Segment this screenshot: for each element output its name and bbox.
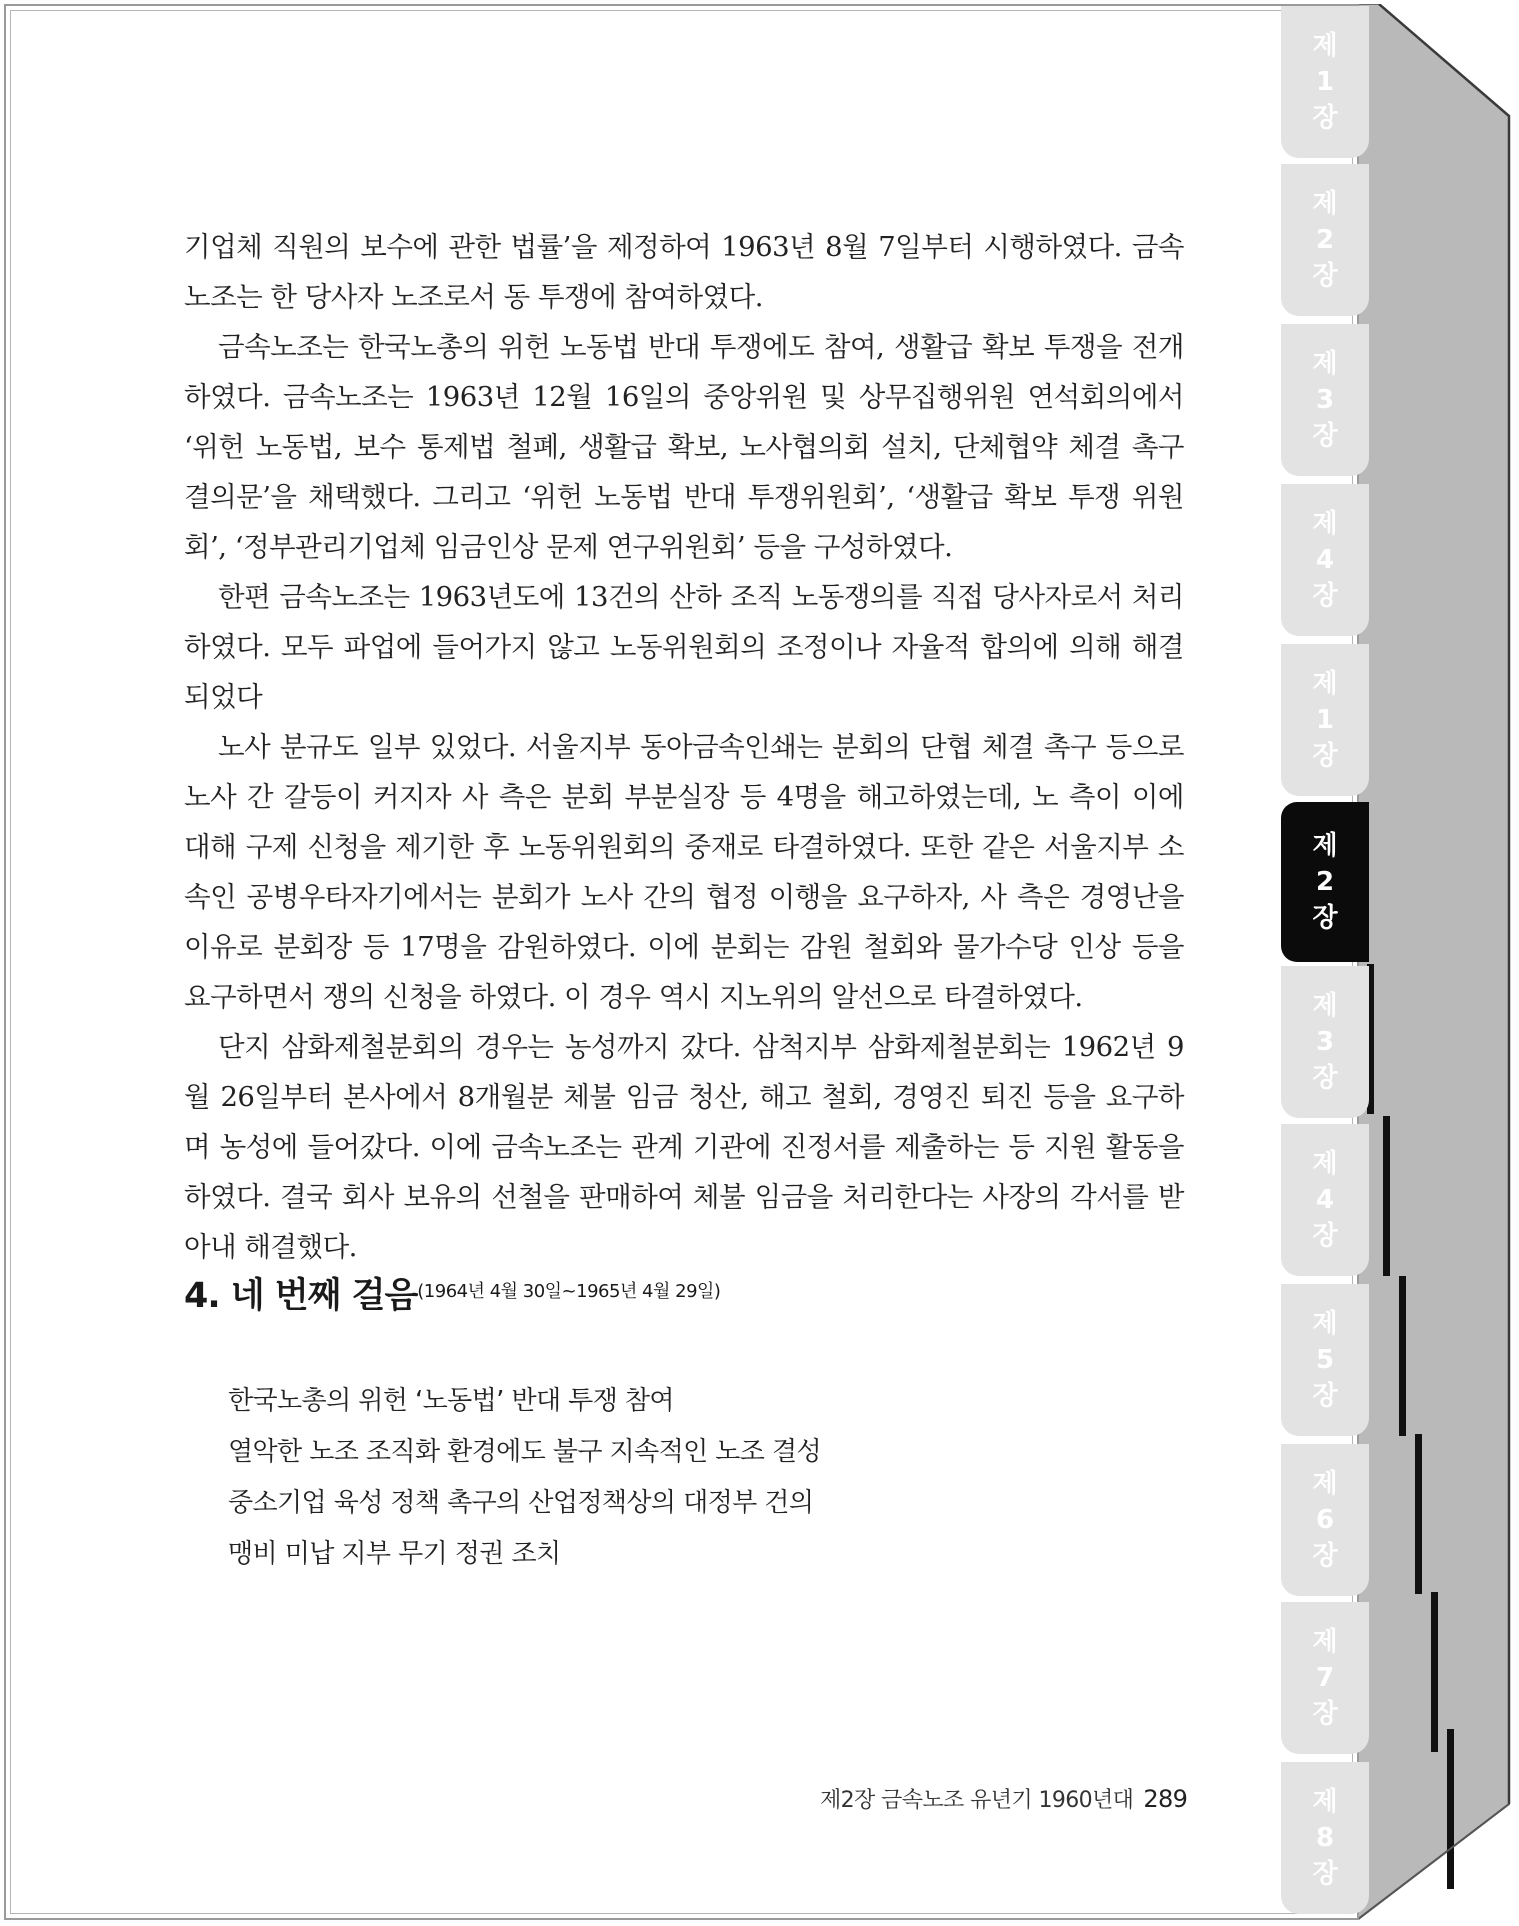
section-period: (1964년 4월 30일~1965년 4월 29일) xyxy=(417,1281,721,1302)
book-edge xyxy=(1357,4,1515,1920)
chapter-tab-10[interactable]: 제 6 장 xyxy=(1281,1444,1369,1596)
page-footer xyxy=(820,1783,1188,1814)
summary-item: 중소기업 육성 정책 촉구의 산업정책상의 대정부 건의 xyxy=(228,1488,814,1518)
chapter-tab-3[interactable]: 제 3 장 xyxy=(1281,324,1369,476)
summary-item: 맹비 미납 지부 무기 정권 조치 xyxy=(228,1539,561,1569)
chapter-tab-11[interactable]: 제 7 장 xyxy=(1281,1602,1369,1754)
page-number: 289 xyxy=(1143,1785,1188,1813)
summary-item: 열악한 노조 조직화 환경에도 불구 지속적인 노조 결성 xyxy=(228,1437,822,1467)
chapter-tab-active[interactable]: 제 2 장 xyxy=(1281,802,1369,962)
chapter-tab-7[interactable]: 제 3 장 xyxy=(1281,966,1369,1118)
paragraph: 단지 삼화제철분회의 경우는 농성까지 갔다. 삼척지부 삼화제철분회는 1962년 9월 26일부터 본사에서 8개월분 체불 임금 청산, 해고 철회, 경영진 퇴진 등을 요구하며 농성에 들어갔다. 이에 금속노조는 관계 기관에 진정서를 제출하는 등 지원 활동을 하였다. 결국 회사 보유의 선철을 판매하여 체불 임금을 처리한다는 사장의 각서를 받아내 해결했다. xyxy=(184,1031,1184,1263)
paragraph: 기업체 직원의 보수에 관한 법률’을 제정하여 1963년 8월 7일부터 시행하였다. 금속노조는 한 당사자 노조로서 동 투쟁에 참여하였다. xyxy=(184,231,1184,313)
section-title: 4. 네 번째 걸음 xyxy=(184,1276,418,1316)
section-summary xyxy=(228,1376,1028,1580)
chapter-tab-8[interactable]: 제 4 장 xyxy=(1281,1124,1369,1276)
chapter-tab-1[interactable]: 제 1 장 xyxy=(1281,6,1369,158)
body-text xyxy=(184,222,1184,1272)
paragraph: 노사 분규도 일부 있었다. 서울지부 동아금속인쇄는 분회의 단협 체결 촉구 등으로 노사 간 갈등이 커지자 사 측은 분회 부분실장 등 4명을 해고하였는데, 노 측이 이에 대해 구제 신청을 제기한 후 노동위원회의 중재로 타결하였다. 또한 같은 서울지부 소속인 공병우타자기에서는 분회가 노사 간의 협정 이행을 요구하자, 사 측은 경영난을 이유로 분회장 등 17명을 감원하였다. 이에 분회는 감원 철회와 물가수당 인상 등을 요구하면서 쟁의 신청을 하였다. 이 경우 역시 지노위의 알선으로 타결하였다. xyxy=(184,731,1184,1013)
paragraph: 금속노조는 한국노총의 위헌 노동법 반대 투쟁에도 참여, 생활급 확보 투쟁을 전개하였다. 금속노조는 1963년 12월 16일의 중앙위원 및 상무집행위원 연석회의에서 ‘위헌 노동법, 보수 통제법 철폐, 생활급 확보, 노사협의회 설치, 단체협약 체결 촉구 결의문’을 채택했다. 그리고 ‘위헌 노동법 반대 투쟁위원회’, ‘생활급 확보 투쟁 위원회’, ‘정부관리기업체 임금인상 문제 연구위원회’ 등을 구성하였다. xyxy=(184,331,1184,563)
section-heading xyxy=(184,1268,720,1318)
chapter-tab-12[interactable]: 제 8 장 xyxy=(1281,1762,1369,1914)
chapter-tab-2[interactable]: 제 2 장 xyxy=(1281,164,1369,316)
summary-item: 한국노총의 위헌 ‘노동법’ 반대 투쟁 참여 xyxy=(228,1386,674,1416)
chapter-tab-9[interactable]: 제 5 장 xyxy=(1281,1284,1369,1436)
chapter-tab-4[interactable]: 제 4 장 xyxy=(1281,484,1369,636)
running-title: 제2장 금속노조 유년기 1960년대 xyxy=(820,1788,1134,1813)
paragraph: 한편 금속노조는 1963년도에 13건의 산하 조직 노동쟁의를 직접 당사자로서 처리하였다. 모두 파업에 들어가지 않고 노동위원회의 조정이나 자율적 합의에 의해 해결되었다 xyxy=(184,581,1184,713)
chapter-tab-5[interactable]: 제 1 장 xyxy=(1281,644,1369,796)
